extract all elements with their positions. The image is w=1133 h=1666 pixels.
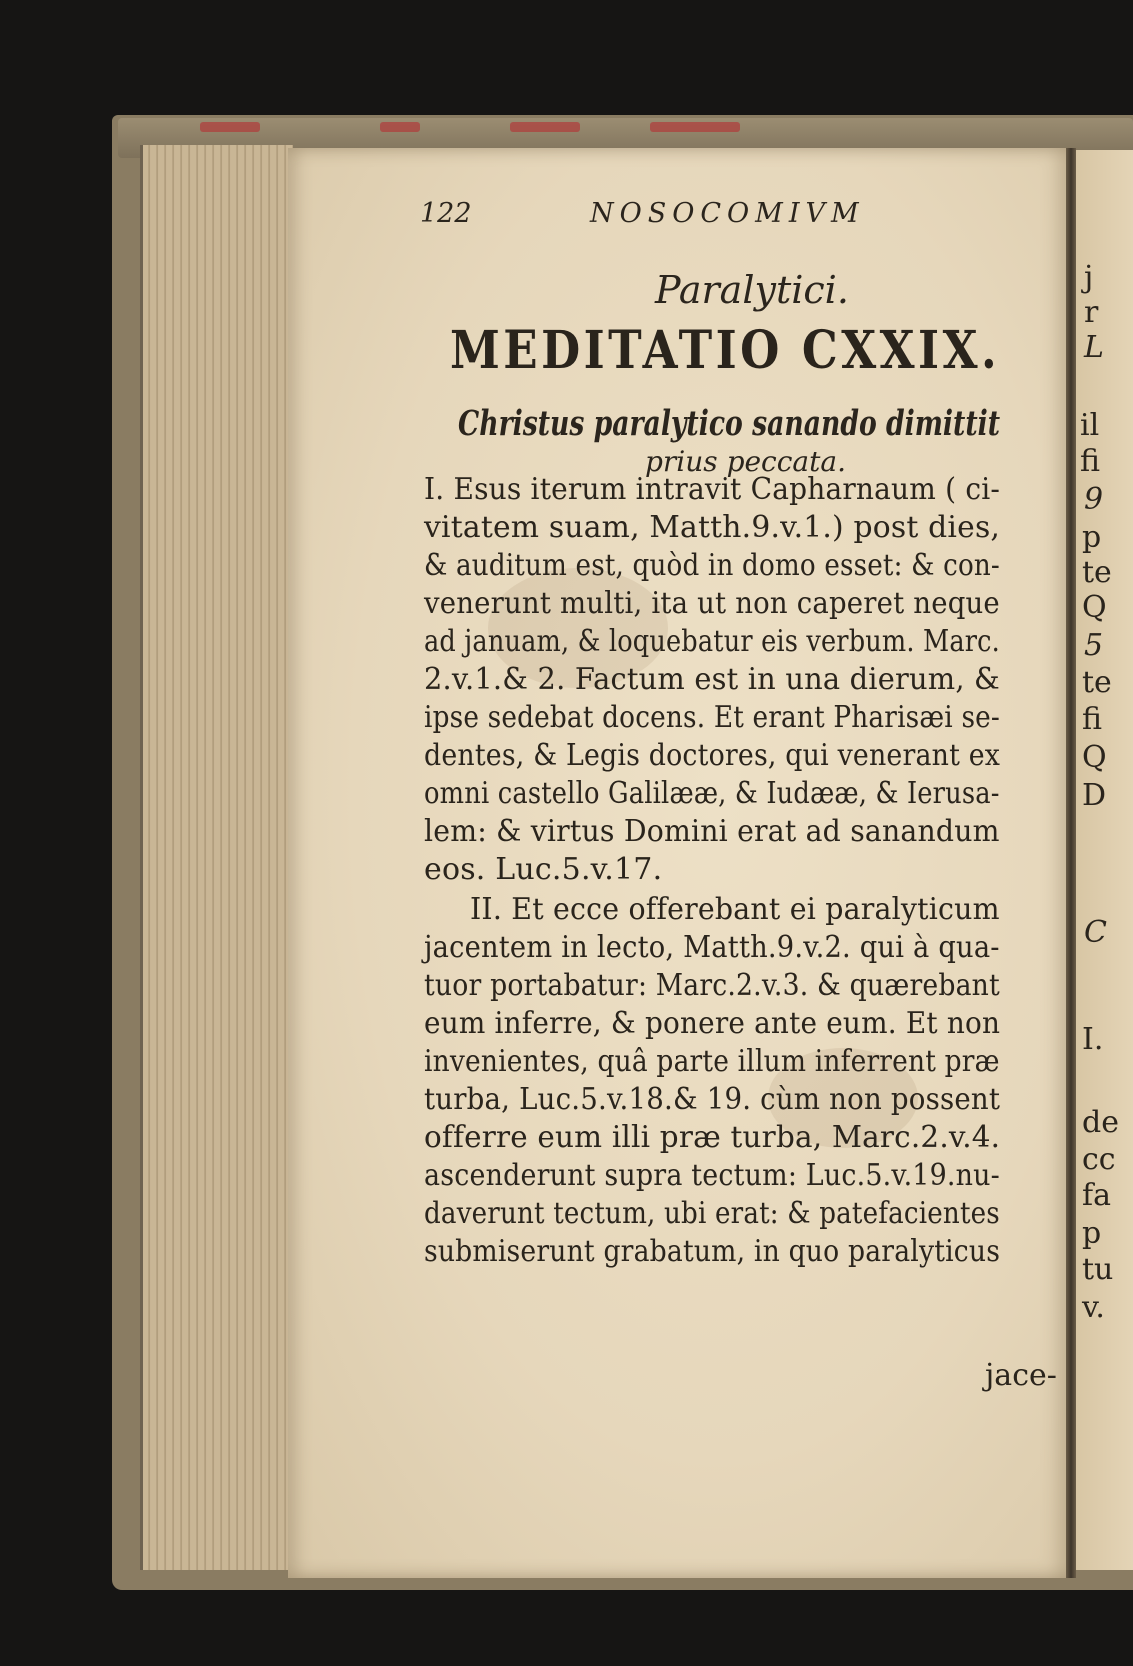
edge-text: 9 xyxy=(1084,482,1104,517)
edge-text: p xyxy=(1082,520,1102,555)
edge-text: Q xyxy=(1082,590,1107,625)
red-edge-mark xyxy=(380,122,420,132)
edge-text: 5 xyxy=(1084,628,1104,663)
body-text-line: invenientes, quâ parte illum inferrent præ xyxy=(424,1044,1000,1079)
edge-text: j xyxy=(1084,260,1094,295)
edge-text: fi xyxy=(1082,702,1103,737)
edge-text: fi xyxy=(1080,444,1101,479)
edge-text: de xyxy=(1082,1105,1119,1140)
body-text-line: offerre eum illi præ turba, Marc.2.v.4. xyxy=(424,1120,1001,1155)
body-text-line: ad januam, & loquebatur eis verbum. Marc. xyxy=(424,624,1000,659)
body-text-line: submiserunt grabatum, in quo paralyticus xyxy=(424,1234,1001,1269)
body-text-line: eos. Luc.5.v.17. xyxy=(424,852,663,887)
body-text-line: turba, Luc.5.v.18.& 19. cùm non possent xyxy=(424,1082,1001,1117)
body-text-line: I. Esus iterum intravit Capharnaum ( ci- xyxy=(424,472,1001,507)
body-text-line: ascenderunt supra tectum: Luc.5.v.19.nu- xyxy=(424,1158,1000,1193)
catchword: jace- xyxy=(985,1358,1057,1393)
running-head-title: NOSOCOMIVM xyxy=(590,198,865,229)
edge-text: C xyxy=(1084,915,1107,950)
edge-text: il xyxy=(1080,408,1100,443)
subtitle-line-1: Christus paralytico sanando dimittit xyxy=(458,403,1001,444)
edge-text: L xyxy=(1084,330,1104,365)
page-number: 122 xyxy=(420,198,472,229)
red-edge-mark xyxy=(510,122,580,132)
body-text-line: & auditum est, quòd in domo esset: & con- xyxy=(424,548,1000,583)
book-gutter xyxy=(1066,148,1076,1578)
body-text-line: tuor portabatur: Marc.2.v.3. & quærebant xyxy=(424,968,1000,1003)
subtitle-line-2: prius peccata. xyxy=(645,445,846,478)
red-edge-mark xyxy=(650,122,740,132)
body-text-line: vitatem suam, Matth.9.v.1.) post dies, xyxy=(424,510,1001,545)
body-text-line: jacentem in lecto, Matth.9.v.2. qui à qua- xyxy=(424,930,1000,965)
body-text-line: ipse sedebat docens. Et erant Pharisæi se- xyxy=(424,700,1000,735)
body-text-line: II. Et ecce offerebant ei paralyticum xyxy=(470,892,1000,927)
meditation-heading: MEDITATIO CXXIX. xyxy=(450,320,1001,381)
edge-text: p xyxy=(1082,1216,1102,1251)
section-title: Paralytici. xyxy=(655,268,849,312)
body-text-line: lem: & virtus Domini erat ad sanandum xyxy=(424,814,1000,849)
body-text-line: eum inferre, & ponere ante eum. Et non xyxy=(424,1006,1001,1041)
edge-text: tu xyxy=(1082,1252,1114,1287)
edge-text: v. xyxy=(1082,1290,1105,1325)
body-text-line: daverunt tectum, ubi erat: & patefacientes xyxy=(424,1196,1000,1231)
edge-text: fa xyxy=(1082,1178,1111,1213)
edge-text: te xyxy=(1082,555,1112,590)
edge-text: te xyxy=(1082,665,1112,700)
edge-text: I. xyxy=(1082,1022,1104,1057)
next-page-edge xyxy=(1076,150,1133,1570)
body-text-line: dentes, & Legis doctores, qui venerant ex xyxy=(424,738,1001,773)
edge-text: cc xyxy=(1082,1142,1116,1177)
body-text-line: omni castello Galilææ, & Iudææ, & Ierusa- xyxy=(424,776,1000,811)
red-edge-mark xyxy=(200,122,260,132)
edge-text: r xyxy=(1084,295,1099,330)
body-text-line: venerunt multi, ita ut non caperet neque xyxy=(424,586,1000,621)
body-text-line: 2.v.1.& 2. Factum est in una dierum, & xyxy=(424,662,1000,697)
page-stack xyxy=(140,145,293,1570)
edge-text: D xyxy=(1082,778,1107,813)
edge-text: Q xyxy=(1082,740,1107,775)
